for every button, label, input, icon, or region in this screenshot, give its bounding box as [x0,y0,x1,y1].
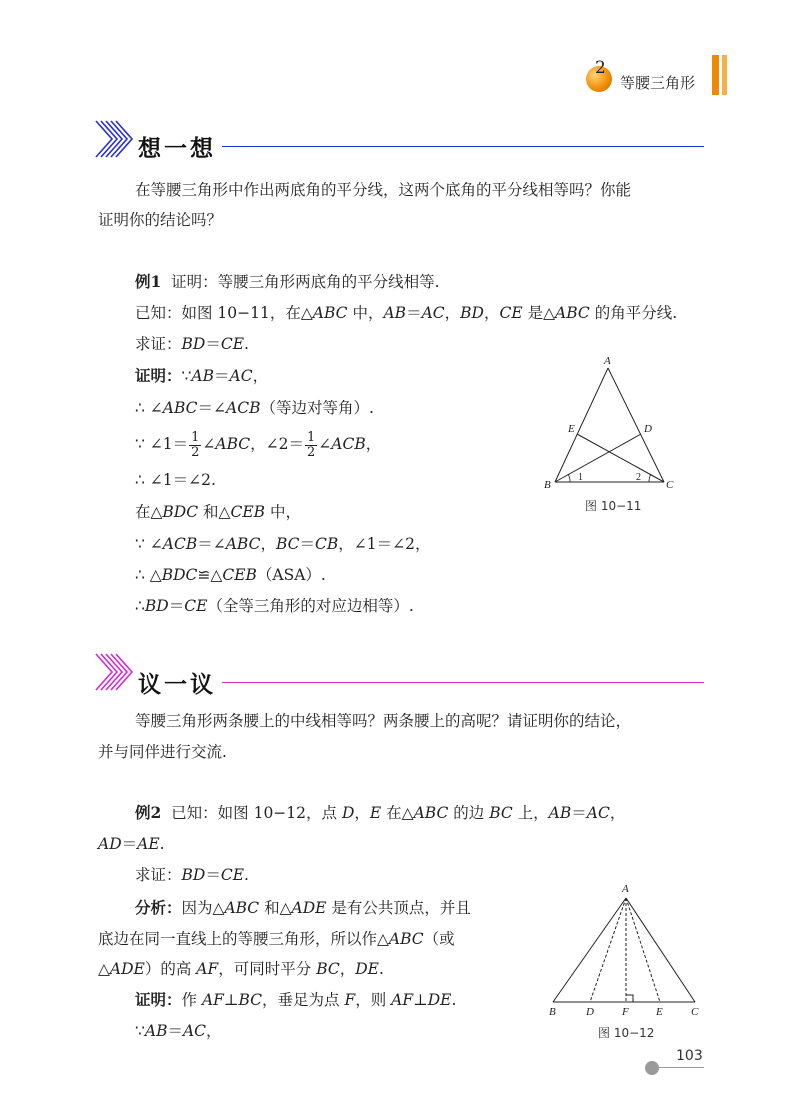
page-number: 103 [676,1048,703,1064]
example1-proof-line1: 证明：∵AB＝AC， [135,366,269,385]
fig2-label-b: B [549,1006,556,1018]
example1-proof-line4: ∴ ∠1＝∠2. [135,471,216,489]
fig2-label-d: D [586,1006,594,1018]
section2-title: 议一议 [138,671,216,698]
fig2-label-e: E [656,1006,663,1018]
example1-prove: 求证：BD＝CE. [135,335,249,353]
figure-10-12-caption: 图 10−12 [598,1026,655,1040]
figure-10-11-caption: 图 10−11 [585,499,642,513]
footer-rule [659,1067,704,1068]
fraction-half-1: $\frac{1}{2}$ [191,429,200,460]
example2-analysis-label: 分析： [135,898,182,917]
example2-analysis-line3: △ADE）的高 AF，可同时平分 BC，DE. [98,960,384,978]
fig2-right-angle-mark [626,995,633,1002]
example1-proof-line8: ∴BD＝CE（全等三角形的对应边相等）. [135,597,414,615]
fig1-label-angle2: 2 [636,472,641,483]
section2-text-line1: 等腰三角形两条腰上的中线相等吗？两条腰上的高呢？请证明你的结论， [135,712,632,730]
fig2-side-ac [626,898,695,1002]
example1-proof-line6: ∵ ∠ACB＝∠ABC，BC＝CB，∠1＝∠2， [135,535,431,553]
section1-title: 想一想 [138,135,216,162]
example1-proof-line5: 在△BDC 和△CEB 中， [135,503,301,521]
fig2-segment-ad [590,898,626,1002]
fraction-half-2: $\frac{1}{2}$ [307,429,316,460]
fig1-label-angle1: 1 [578,472,583,483]
fig2-side-ab [553,898,626,1002]
fig1-bisector-bd [555,434,641,482]
fig2-label-f: F [622,1006,629,1018]
page-dot [645,1061,659,1075]
fig2-segment-ae [626,898,660,1002]
example2-analysis-line2: 底边在同一直线上的等腰三角形，所以作△ABC（或 [98,930,455,948]
section1-text-line1: 在等腰三角形中作出两底角的平分线，这两个底角的平分线相等吗？你能 [135,181,632,199]
example1-statement: 证明：等腰三角形两底角的平分线相等. [171,273,440,291]
fig1-label-d: D [644,423,652,435]
section1-text-line2: 证明你的结论吗？ [98,211,223,229]
fig1-side-ac [608,368,664,482]
example1-proof-line7: ∴ △BDC≌△CEB（ASA）. [135,566,326,584]
section2-chevron-icon [92,650,140,694]
example1-proof-label: 证明： [135,366,182,385]
fig1-label-c: C [666,479,674,491]
fig1-angle-1-arc [568,474,570,482]
fig2-label-c: C [691,1006,699,1018]
figure-10-11 [540,352,690,497]
fig1-side-ab [555,368,608,482]
fig2-label-a: A [622,883,629,895]
header-bar-1 [712,55,719,95]
example2-given-line2: AD＝AE. [98,835,165,853]
example2-given-line1: 例2 已知：如图 10−12，点 D，E 在△ABC 的边 BC 上，AB＝AC， [135,803,626,822]
header-bar-2 [722,55,727,95]
example2-prove: 求证：BD＝CE. [135,866,249,884]
fig1-label-a: A [604,355,611,367]
example1-statement-line [135,272,440,292]
section1-rule [222,146,704,147]
example2-label: 例2 [135,803,162,822]
figure-10-12 [540,878,710,1023]
fig1-angle-2-arc [649,474,651,482]
example1-given: 已知：如图 10−11，在△ABC 中，AB＝AC，BD，CE 是△ABC 的角平分线. [135,304,678,322]
fig1-label-e: E [568,423,575,435]
example2-analysis-line1: 分析：因为△ABC 和△ADE 是有公共顶点，并且 [135,898,471,917]
section2-rule [222,682,704,683]
chapter-number: 2 [595,58,606,78]
chapter-title: 等腰三角形 [620,74,696,92]
example1-proof-line3: ∵ ∠1＝ $\frac{1}{2}$ ∠ABC，∠2＝ $\frac{1}{2}$ ∠ACB， [135,429,382,460]
section1-chevron-icon [92,117,140,161]
example2-proof-label: 证明： [135,990,182,1009]
example2-proof-line1: 证明：作 AF⊥BC，垂足为点 F，则 AF⊥DE. [135,990,457,1009]
example1-proof-line2: ∴ ∠ABC＝∠ACB（等边对等角）. [135,399,374,417]
example1-label: 例1 [135,272,162,291]
section2-text-line2: 并与同伴进行交流. [98,743,227,761]
fig1-label-b: B [544,479,551,491]
example2-proof-line2: ∵AB＝AC， [135,1022,222,1040]
